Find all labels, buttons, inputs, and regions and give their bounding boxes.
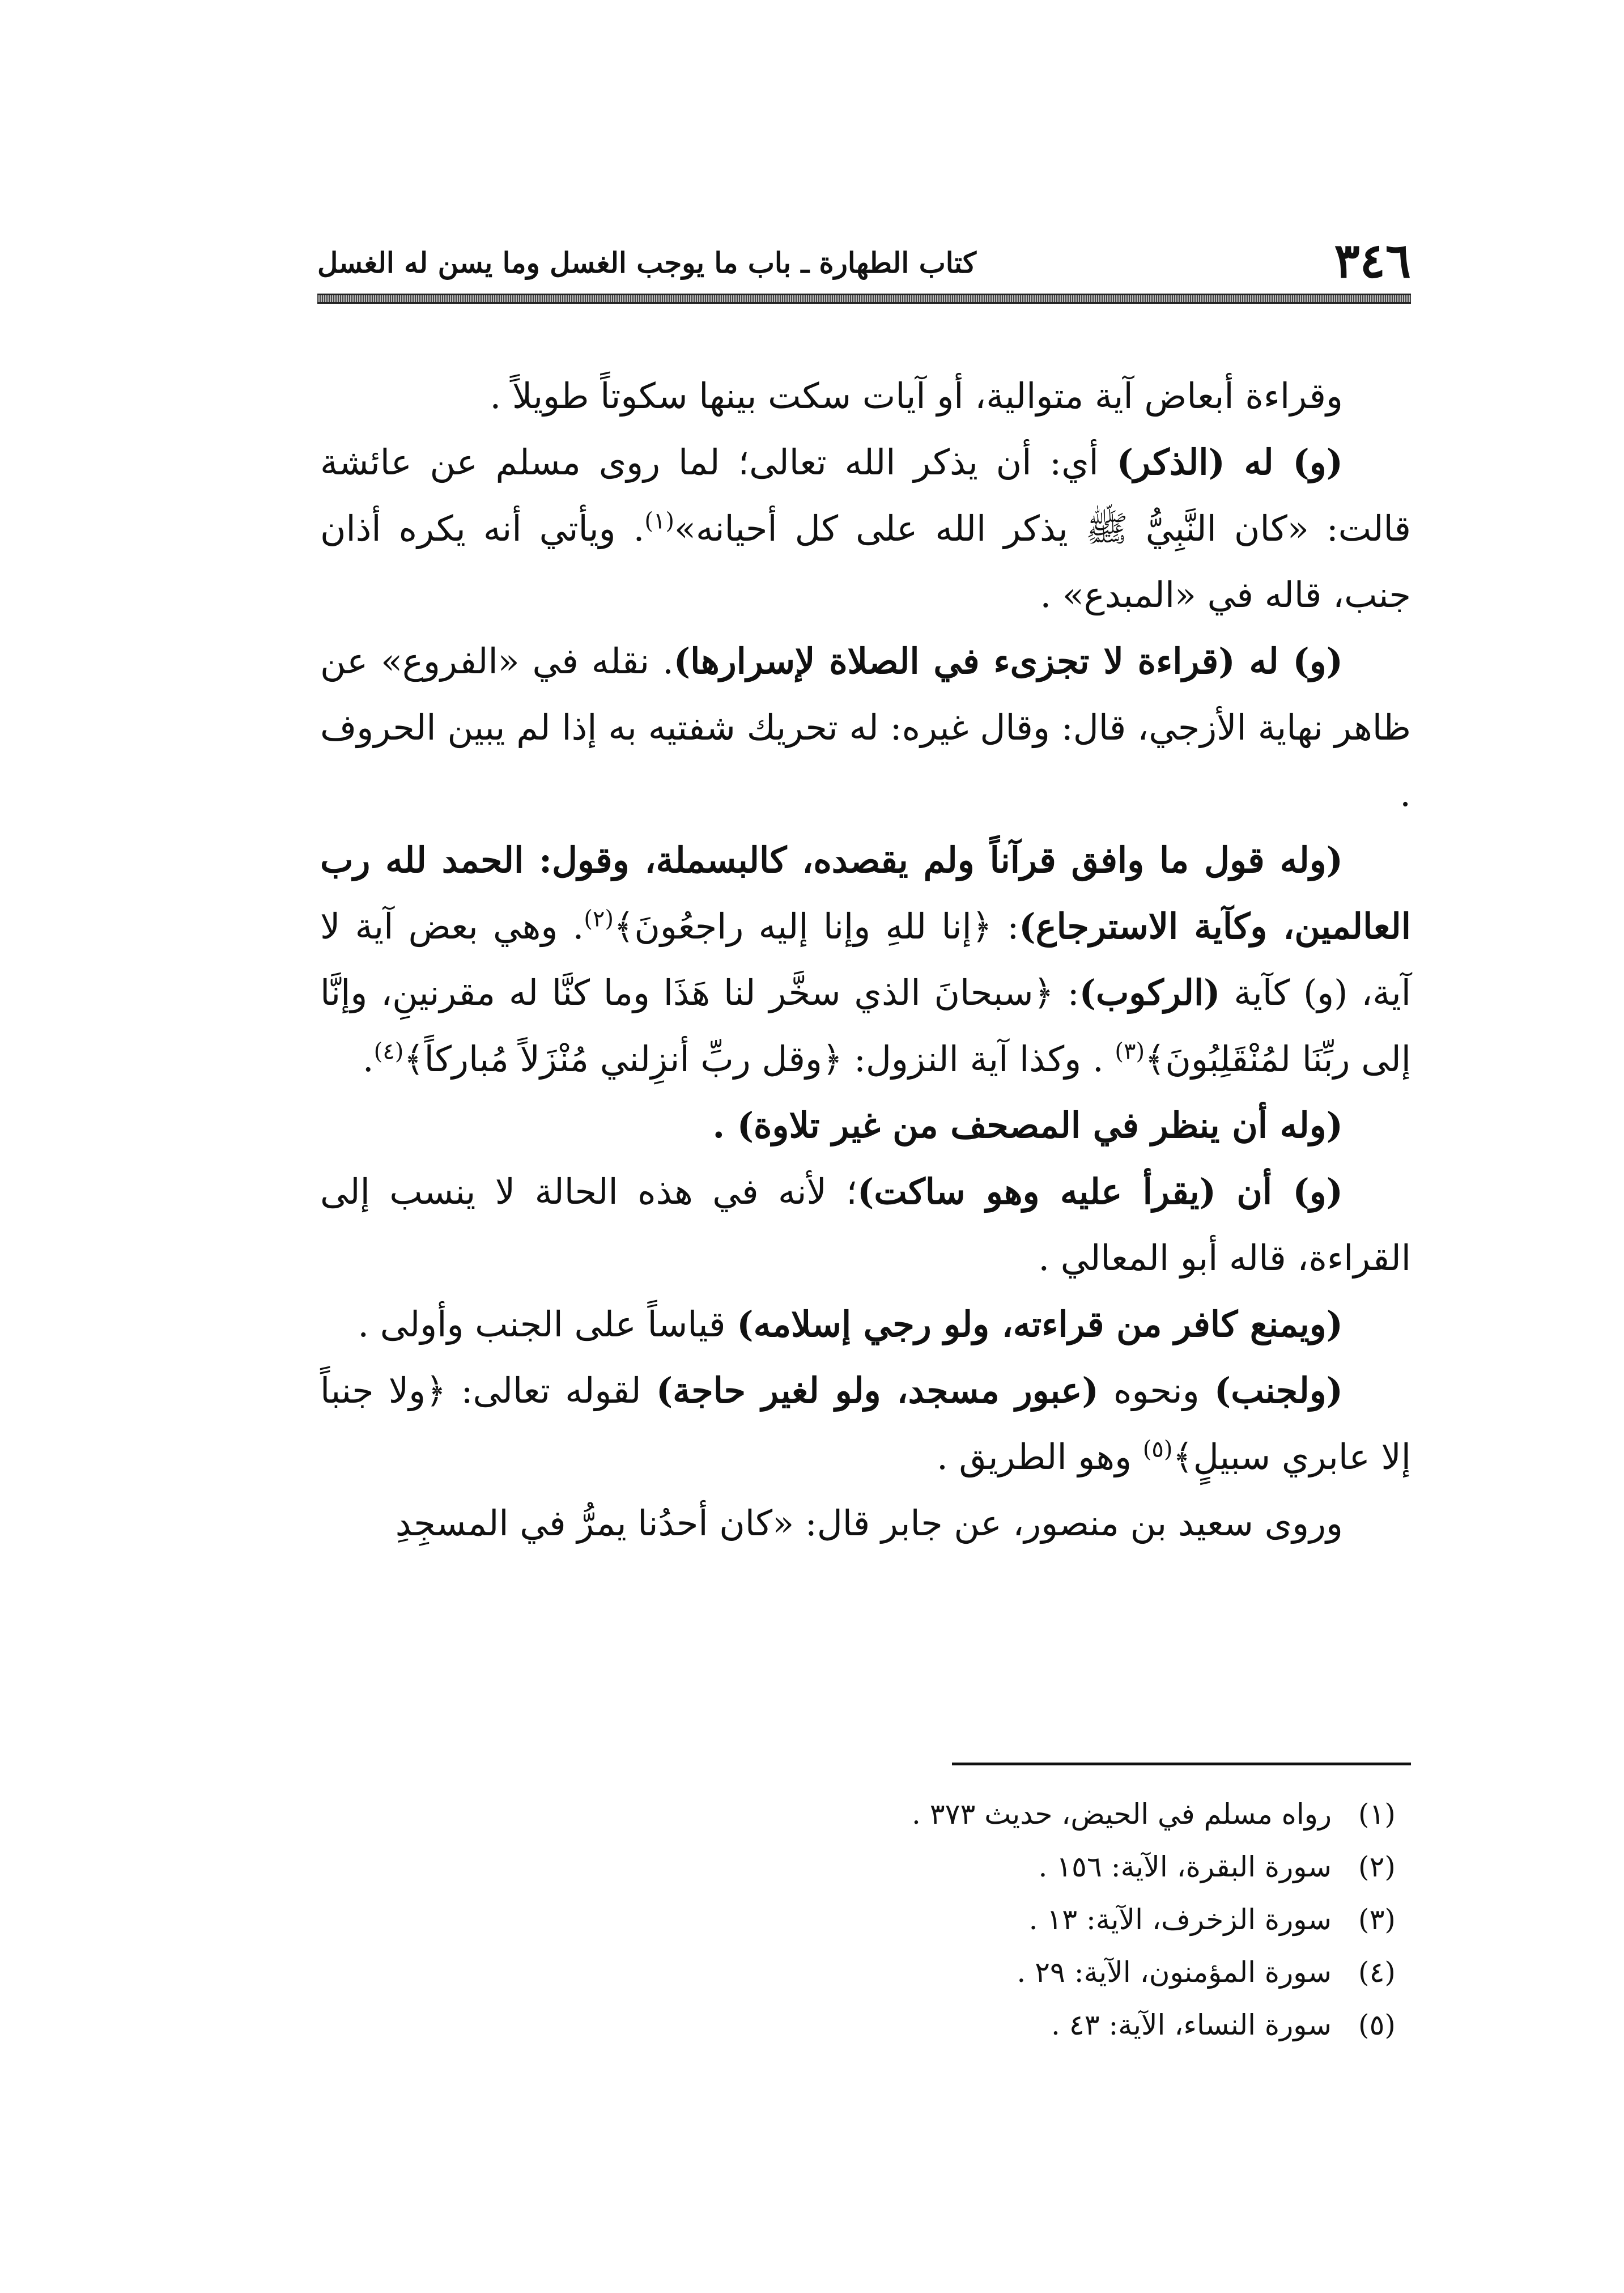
matn-text: (ويمنع كافر من قراءته، ولو رجي إسلامه) [737, 1303, 1343, 1345]
matn-text: (يقرأ عليه وهو ساكت) [857, 1171, 1217, 1212]
footnote-ref-4[interactable]: (٤) [373, 1038, 404, 1065]
paragraph-4 [320, 827, 1411, 1092]
footnote-text: رواه مسلم في الحيض، حديث ٣٧٣ . [911, 1798, 1332, 1831]
sharh-text: ؛ لأنه في هذه الحالة لا ينسب إلى القراءة، قاله أبو المعالي . [320, 1171, 1411, 1279]
paragraph-6 [320, 1158, 1411, 1291]
page-header [317, 232, 1411, 295]
matn-text: (الركوب) [1079, 972, 1221, 1013]
sharh-text: . ويأتي أنه يكره أذان جنب، قاله في «المبدع» . [320, 508, 1411, 615]
sharh-text: . نقله في «الفروع» عن ظاهر نهاية الأزجي، قال: وقال غيره: له تحريك شفتيه به إذا لم يبين الحروف . [320, 640, 1411, 814]
quran-verse: . وكذا آية النزول: ﴿وقل ربِّ أنزِلني مُنْزَلاً مُباركاً﴾ [403, 1038, 1115, 1080]
matn-text: (الذكر) [1116, 441, 1225, 483]
sharh-text: قياساً على الجنب وأولى . [358, 1303, 737, 1345]
footnote-ref-3[interactable]: (٣) [1115, 1038, 1145, 1065]
paragraph-9 [320, 1490, 1411, 1556]
quran-verse: : ﴿سبحانَ الذي سخَّر لنا هَذَا وما كنَّا له مقرنينِ، وإنَّا إلى ربِّنَا لمُنْقَلِبُونَ﴾ [320, 972, 1411, 1080]
matn-marker: (و) أن [1216, 1171, 1343, 1212]
header-divider [317, 294, 1411, 304]
paragraph-2 [320, 429, 1411, 628]
footnote-number: (١) [1358, 1798, 1396, 1831]
footnote-number: (٢) [1358, 1850, 1396, 1883]
paragraph-1-text: وقراءة أبعاض آية متوالية، أو آيات سكت بينها سكوتاً طويلاً . [490, 375, 1343, 417]
paragraph-1 [320, 363, 1411, 429]
sharh-text: وروى سعيد بن منصور، عن جابر قال: «كان أحدُنا يمرُّ في المسجِدِ [395, 1502, 1343, 1544]
matn-marker: (و) له [1225, 441, 1343, 483]
matn-text: (وله قول ما وافق قرآناً ولم يقصده، كالبسملة، وقول: الحمد لله رب العالمين، وكآية الاسترجاع) [320, 839, 1411, 947]
footnote-number: (٥) [1358, 2009, 1396, 2041]
footnote-text: سورة البقرة، الآية: ١٥٦ . [1038, 1850, 1332, 1883]
footnote-divider [952, 1763, 1411, 1765]
matn-text: (ولجنب) [1214, 1370, 1343, 1411]
footnotes [320, 1788, 1411, 2052]
matn-marker: (و) له [1235, 640, 1343, 682]
footnote [320, 1788, 1411, 1841]
paragraph-7 [320, 1291, 1411, 1357]
quran-verse: لقوله تعالى: ﴿ولا جنباً إلا عابري سبيلٍ﴾ [320, 1370, 1411, 1477]
sharh-text: . وهي بعض آية لا آية، (و) كآية [320, 906, 1412, 1013]
sharh-text: ونحوه [1098, 1370, 1214, 1411]
footnote-ref-2[interactable]: (٢) [584, 906, 614, 932]
footnote [320, 1893, 1411, 1946]
footnote-ref-1[interactable]: (١) [644, 508, 675, 534]
footnote-text: سورة المؤمنون، الآية: ٢٩ . [1017, 1956, 1332, 1989]
footnote [320, 1841, 1411, 1893]
paragraph-5 [320, 1092, 1411, 1158]
footnote-ref-5[interactable]: (٥) [1142, 1436, 1173, 1463]
footnote [320, 1946, 1411, 1999]
page-number: ٣٤٦ [1334, 232, 1411, 288]
main-text [320, 363, 1411, 1556]
footnote-number: (٣) [1358, 1903, 1396, 1936]
paragraph-3 [320, 628, 1411, 827]
footnote [320, 1999, 1411, 2052]
quran-verse: : ﴿إنا للهِ وإنا إليه راجعُونَ﴾ [614, 906, 1019, 947]
footnote-text: سورة النساء، الآية: ٤٣ . [1051, 2009, 1332, 2041]
footnote-number: (٤) [1358, 1956, 1396, 1989]
sharh-text: . [362, 1038, 374, 1080]
paragraph-8 [320, 1357, 1411, 1490]
matn-text: (عبور مسجد، ولو لغير حاجة) [656, 1370, 1099, 1411]
matn-text: (وله أن ينظر في المصحف من غير تلاوة) . [712, 1105, 1343, 1146]
footnote-text: سورة الزخرف، الآية: ١٣ . [1028, 1903, 1332, 1936]
sharh-text: وهو الطريق . [937, 1436, 1143, 1477]
sharh-text: أي: أن يذكر الله تعالى؛ لما روى مسلم عن عائشة قالت: «كان النَّبِيُّ ﷺ يذكر الله على كل أحيانه» [320, 441, 1411, 549]
matn-text: (قراءة لا تجزىء في الصلاة لإسرارها) [673, 640, 1235, 682]
running-title: كتاب الطهارة ـ باب ما يوجب الغسل وما يسن له الغسل [317, 246, 976, 279]
